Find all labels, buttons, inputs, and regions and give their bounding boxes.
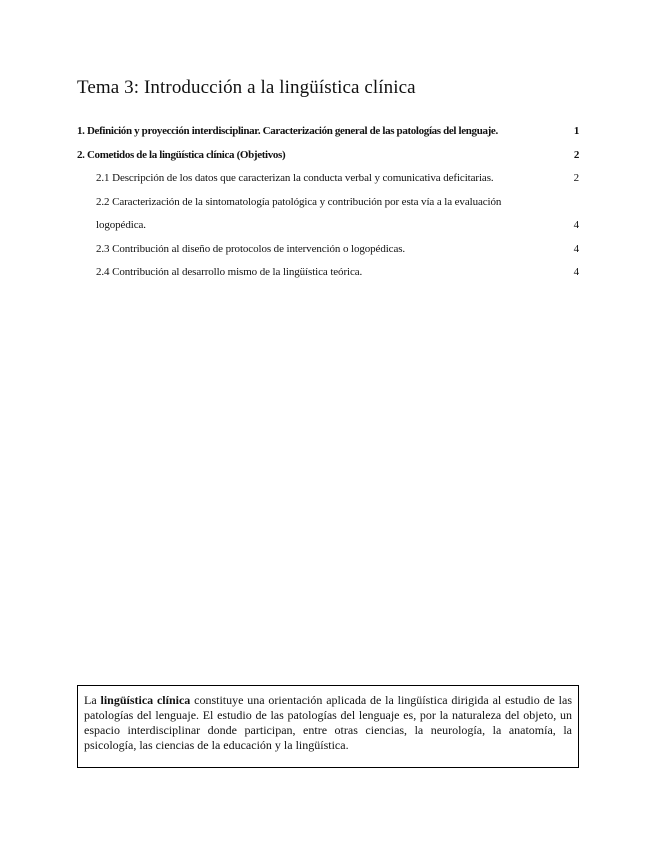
toc-entry-page: 2 xyxy=(573,148,579,161)
toc-entry-text: 2.3 Contribución al diseño de protocolos de intervención o logopédicas. xyxy=(96,242,406,255)
toc-entry-text: 2.2 Caracterización de la sintomatología patológica y contribución por esta vía a la evaluación logopédica. xyxy=(96,195,502,231)
toc-entry-2-1[interactable] xyxy=(77,167,579,191)
definition-box xyxy=(77,685,579,768)
toc-entry-page: 1 xyxy=(573,125,579,137)
toc-entry-2-4[interactable] xyxy=(77,261,579,285)
toc-entry-page: 4 xyxy=(573,219,579,231)
toc-entry-page: 4 xyxy=(573,266,579,278)
toc-entry-text: 2.1 Descripción de los datos que caracterizan la conducta verbal y comunicativa deficitarias. xyxy=(96,172,494,184)
toc-entry-page: 4 xyxy=(573,242,579,255)
toc-entry-2-2[interactable] xyxy=(77,191,579,238)
definition-term: lingüística clínica xyxy=(100,693,191,707)
toc-entry-page: 2 xyxy=(573,172,579,184)
definition-lead: La xyxy=(84,693,101,707)
document-title: Tema 3: Introducción a la lingüística clínica xyxy=(77,77,416,98)
toc-entry-1[interactable] xyxy=(77,120,579,144)
table-of-contents xyxy=(77,120,579,285)
toc-entry-2[interactable] xyxy=(77,144,579,168)
definition-body: constituye una orientación aplicada de la lingüística dirigida al estudio de las patologías del lenguaje. El estudio de las patologías del lenguaje es, por la naturaleza del objeto, un espacio interdisciplinar donde participan, entre otras ciencias, la neurología, la anatomía, la psicología, las ciencias de la educación y la lingüística. xyxy=(84,693,572,752)
toc-entry-text: 2. Cometidos de la lingüística clínica (Objetivos) xyxy=(77,148,286,161)
toc-entry-2-3[interactable] xyxy=(77,238,579,262)
toc-entry-text: 1. Definición y proyección interdisciplinar. Caracterización general de las patologías del lenguaje. xyxy=(77,125,498,137)
toc-entry-text: 2.4 Contribución al desarrollo mismo de la lingüística teórica. xyxy=(96,266,363,278)
